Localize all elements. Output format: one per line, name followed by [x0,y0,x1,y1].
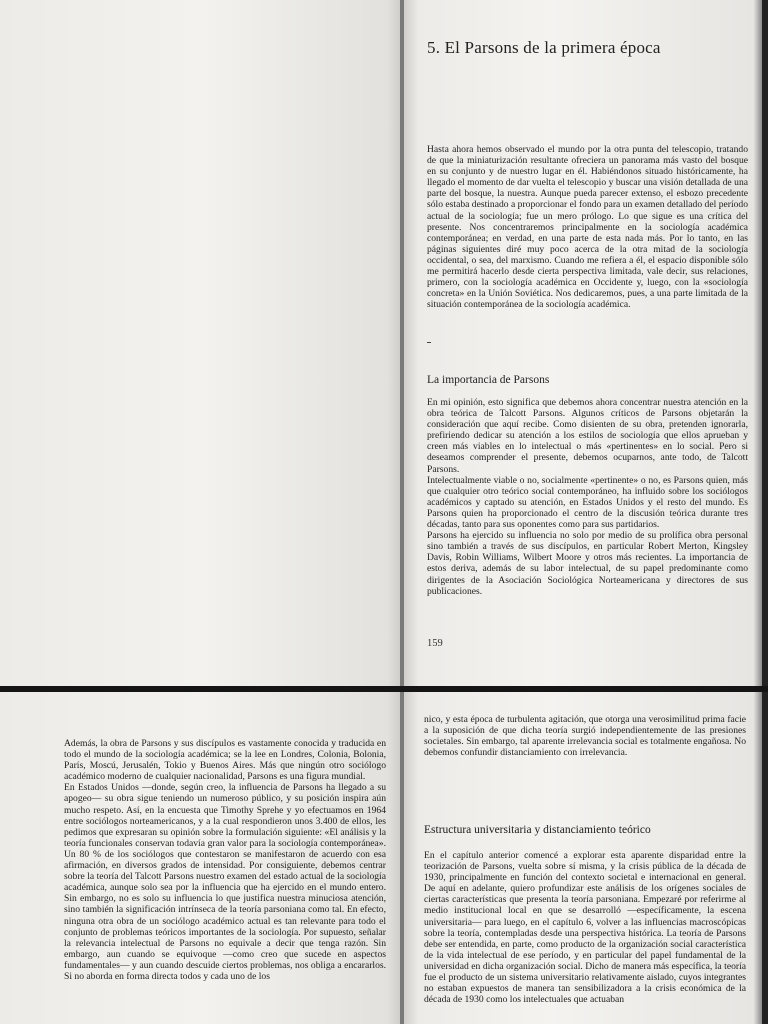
section-title-importancia: La importancia de Parsons [427,374,550,386]
section-paragraph-2: Intelectualmente viable o no, socialmente «pertinente» o no, es Parsons quien, más que cualquier otro teórico social contemporáneo, ha influido sobre los sociólogos académicos y captado su atención, en Estados Unidos y el resto del mundo. Es Parsons quien ha proporcionado el centro de la discusión teórica durante tres décadas, tanto para sus oponentes como para sus partidarios. [427,474,748,531]
bottom-book-spread [0,692,768,1024]
page-number: 159 [427,638,443,649]
section-title-estructura: Estructura universitaria y distanciamiento teórico [424,824,651,836]
section-paragraph-3: Parsons ha ejercido su influencia no solo por medio de su prolífica obra personal sino también a través de sus discípulos, en particular Robert Merton, Kingsley Davis, Robin Williams, Wilbert Moore y otros más recientes. La importancia de estos deriva, además de su labor intelectual, de su papel predominante como dirigentes de la Asociación Sociológica Norteamericana y directores de sus publicaciones. [427,530,748,597]
left-column-text [64,738,386,982]
blank-left-page [0,0,404,690]
section-paragraph-1: En mi opinión, esto significa que debemos ahora concentrar nuestra atención en la obra teórica de Talcott Parsons. Algunos críticos de Parsons objetarán la consideración que aquí recibe. Como disienten de su obra, pretenden ignorarla, prefiriendo dedicar su atención a los estilos de sociología que ellos aprueban y creen más viables en lo intelectual o más «pertinentes» en lo social. Pero si deseamos comprender el presente, debemos ocuparnos, ante todo, de Talcott Parsons. [427,397,748,475]
right-section-paragraph: En el capítulo anterior comencé a explorar esta aparente disparidad entre la teorización de Parsons, vuelta sobre sí misma, y la crisis pública de la década de 1930, principalmente en función del contexto societal e internacional en general. De aquí en adelante, quiero profundizar este análisis de los orígenes sociales de ciertas características que presenta la teoría parsoniana. Empezaré por referirme al medio institucional local en que se desarrolló —específicamente, la escena universitaria— para luego, en el capítulo 6, volver a las influencias macroscópicas sobre la teoría, contempladas desde una perspectiva histórica. La teoría de Parsons debe ser entendida, en parte, como producto de la organización social característica de la vida intelectual de ese período, y en particular del papel fundamental de la universidad en dicha organización social. Dicho de manera más específica, la teoría fue el producto de un sistema universitario relativamente aislado, cuyos integrantes no estaban expuestos de manera tan sensibilizadora a la crisis económica de la década de 1930 como los intelectuales que actuaban [424,850,746,1006]
page-edge-shadow [762,0,768,690]
section-body [427,397,748,597]
right-top-paragraph: nico, y esta época de turbulenta agitación, que otorga una verosimilitud prima facie a la suposición de que dicha teoría surgió independientemente de las presiones societales. Sin embargo, tal aparente irrelevancia social es totalmente engañosa. No debemos confundir distanciamiento con irrelevancia. [424,714,746,759]
intro-paragraph: Hasta ahora hemos observado el mundo por la otra punta del telescopio, tratando de que la miniaturización resultante ofreciera un panorama más vasto del bosque en su conjunto y de nuestro lugar en él. Habiéndonos situado históricamente, ha llegado el momento de dar vuelta el telescopio y buscar una visión detallada de una parte del bosque, la nuestra. Aunque pueda parecer extenso, el esbozo precedente sólo estaba destinado a proporcionar el fondo para un examen detallado del período actual de la sociología; fue un mero prólogo. Lo que sigue es una crítica del presente. Nos concentraremos principalmente en la sociología académica contemporánea; en verdad, en una parte de esta nada más. Por lo tanto, en las páginas siguientes diré muy poco acerca de la otra mitad de la sociología occidental, o sea, del marxismo. Cuando me refiera a él, el espacio disponible sólo me permitirá hacerlo desde cierta perspectiva limitada, vale decir, sus relaciones, primero, con la sociología académica en Occidente y, luego, con la «sociología concreta» en la Unión Soviética. Nos dedicaremos, pues, a una parte limitada de la situación contemporánea de la sociología académica. [427,144,748,311]
page-edge-shadow-bottom [762,692,768,1024]
chapter-title: 5. El Parsons de la primera época [427,38,661,57]
left-paragraph-2: En Estados Unidos —donde, según creo, la influencia de Parsons ha llegado a su apogeo— su obra sigue teniendo un numeroso público, y su posición inspira aún mucho respeto. Así, en la encuesta que Timothy Sprehe y yo efectuamos en 1964 entre sociólogos norteamericanos, y a la cual respondieron unos 3.400 de ellos, les pedimos que expresaran su opinión sobre la formulación siguiente: «El análisis y la teoría funcionales conservan todavía gran valor para la sociología contemporánea». Un 80 % de los sociólogos que contestaron se manifestaron de acuerdo con esa afirmación, en diversos grados de intensidad. Por consiguiente, debemos centrar sobre la teoría del Talcott Parsons nuestro examen del estado actual de la sociología académica, aunque solo sea por la influencia que ha ejercido en el mundo entero. Sin embargo, no es solo su influencia lo que justifica nuestra minuciosa atención, sino también la significación intrínseca de la teoría parsoniana como tal. En efecto, ninguna otra obra de un sociólogo académico actual es tan relevante para todo el conjunto de problemas teóricos importantes de la sociología. Por supuesto, señalar la relevancia intelectual de Parsons no equivale a decir que tenga razón. Sin embargo, aun cuando se equivoque —como creo que sucede en aspectos fundamentales— y aun cuando descuide ciertos problemas, nos obliga a encararlos. Si no aborda en forma directa todos y cada uno de los [64,782,386,982]
left-paragraph-1: Además, la obra de Parsons y sus discípulos es vastamente conocida y traducida en todo el mundo de la sociología académica; se la lee en Londres, Colonia, Bolonia, París, Moscú, Jerusalén, Tokio y Buenos Aires. Más que ningún otro sociólogo académico moderno de cualquier nacionalidad, Parsons es una figura mundial. [64,738,386,783]
text-mark [427,342,431,343]
